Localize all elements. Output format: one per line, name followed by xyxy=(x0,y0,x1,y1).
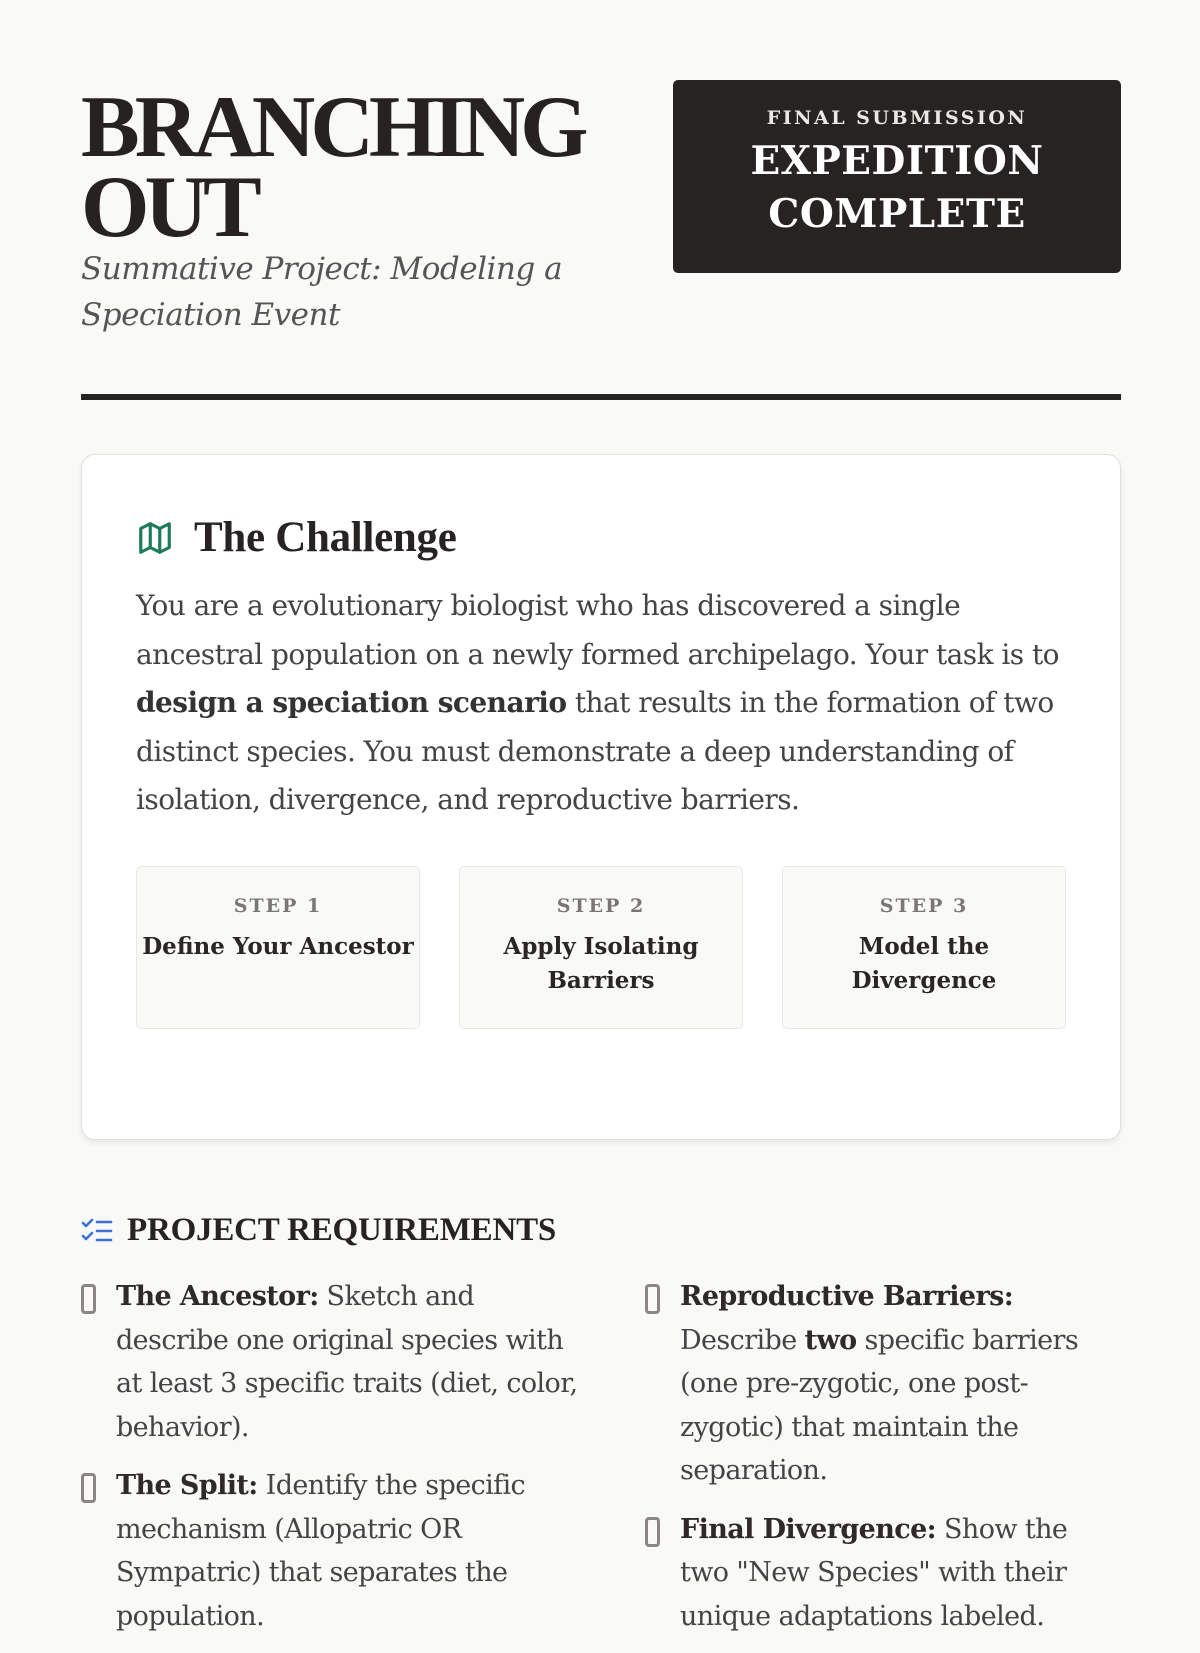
challenge-body-part-1: You are a evolutionary biologist who has discovered a single ancestral population on a newly formed archipelago. Your task is to xyxy=(136,589,1059,671)
step-title: Model the Divergence xyxy=(851,932,997,994)
badge-line-1: EXPEDITION xyxy=(750,138,1044,184)
requirement-text xyxy=(116,1275,581,1449)
page-subtitle: Summative Project: Modeling a Speciation Event xyxy=(81,251,563,333)
requirement-description: Sketch and describe one original species with at least 3 specific traits (diet, color, behavior). xyxy=(116,1281,578,1443)
badge-kicker: FINAL SUBMISSION xyxy=(766,107,1028,129)
badge-line-2: COMPLETE xyxy=(768,191,1026,237)
requirement-item-split xyxy=(81,1464,581,1638)
step-card-1 xyxy=(136,866,420,1029)
requirement-description-b: specific barriers (one pre-zygotic, one post-zygotic) that maintain the separation. xyxy=(680,1324,1079,1486)
requirements-column-right xyxy=(645,1275,1121,1653)
steps-row xyxy=(136,866,1066,1029)
challenge-body-part-2: that results in the formation of two distinct species. You must demonstrate a deep understanding of isolation, divergence, and reproductive barriers. xyxy=(136,686,1054,816)
requirement-description-a: Describe xyxy=(680,1324,805,1356)
challenge-title: The Challenge xyxy=(194,514,457,561)
step-card-2 xyxy=(459,866,743,1029)
map-icon xyxy=(136,519,174,557)
requirement-text xyxy=(116,1464,581,1638)
requirement-description: Show the two "New Species" with their unique adaptations labeled. xyxy=(680,1513,1068,1632)
requirement-item-ancestor xyxy=(81,1275,581,1449)
requirement-item-barriers xyxy=(645,1275,1121,1493)
challenge-body-emphasis: design a speciation scenario xyxy=(136,686,567,719)
checklist-icon xyxy=(81,1216,113,1246)
step-number: STEP 1 xyxy=(233,894,323,917)
requirement-checkbox[interactable] xyxy=(645,1517,660,1547)
requirement-checkbox[interactable] xyxy=(81,1473,96,1503)
step-title: Define Your Ancestor xyxy=(142,932,414,960)
badge-title xyxy=(673,135,1121,241)
requirement-checkbox[interactable] xyxy=(81,1284,96,1314)
challenge-card xyxy=(81,454,1121,1140)
challenge-header xyxy=(136,513,1066,562)
step-title: Apply Isolating Barriers xyxy=(503,932,699,994)
header xyxy=(81,80,1121,380)
title-line-1: BRANCHING xyxy=(81,79,584,176)
requirement-label: Reproductive Barriers: xyxy=(680,1281,1014,1312)
requirement-label: The Split: xyxy=(116,1470,258,1501)
requirements-grid xyxy=(81,1275,1121,1653)
status-badge xyxy=(673,80,1121,273)
requirements-title: PROJECT REQUIREMENTS xyxy=(127,1212,557,1248)
challenge-body xyxy=(136,582,1066,825)
page xyxy=(81,80,1121,1653)
title-line-2: OUT xyxy=(81,159,257,256)
step-number: STEP 2 xyxy=(556,894,646,917)
requirement-label: The Ancestor: xyxy=(116,1281,319,1312)
step-number: STEP 3 xyxy=(879,894,969,917)
requirement-text xyxy=(680,1508,1121,1639)
requirement-description: Identify the specific mechanism (Allopatric OR Sympatric) that separates the population. xyxy=(116,1470,526,1632)
requirement-text xyxy=(680,1275,1121,1493)
title-block xyxy=(81,80,621,338)
requirements-column-left xyxy=(81,1275,581,1653)
requirement-item-divergence xyxy=(645,1508,1121,1639)
requirement-emphasis: two xyxy=(804,1324,857,1356)
step-card-3 xyxy=(782,866,1066,1029)
requirements-header xyxy=(81,1212,1121,1249)
requirement-label: Final Divergence: xyxy=(680,1513,937,1545)
requirement-checkbox[interactable] xyxy=(645,1284,660,1314)
page-title xyxy=(81,79,621,256)
header-divider xyxy=(81,394,1121,400)
